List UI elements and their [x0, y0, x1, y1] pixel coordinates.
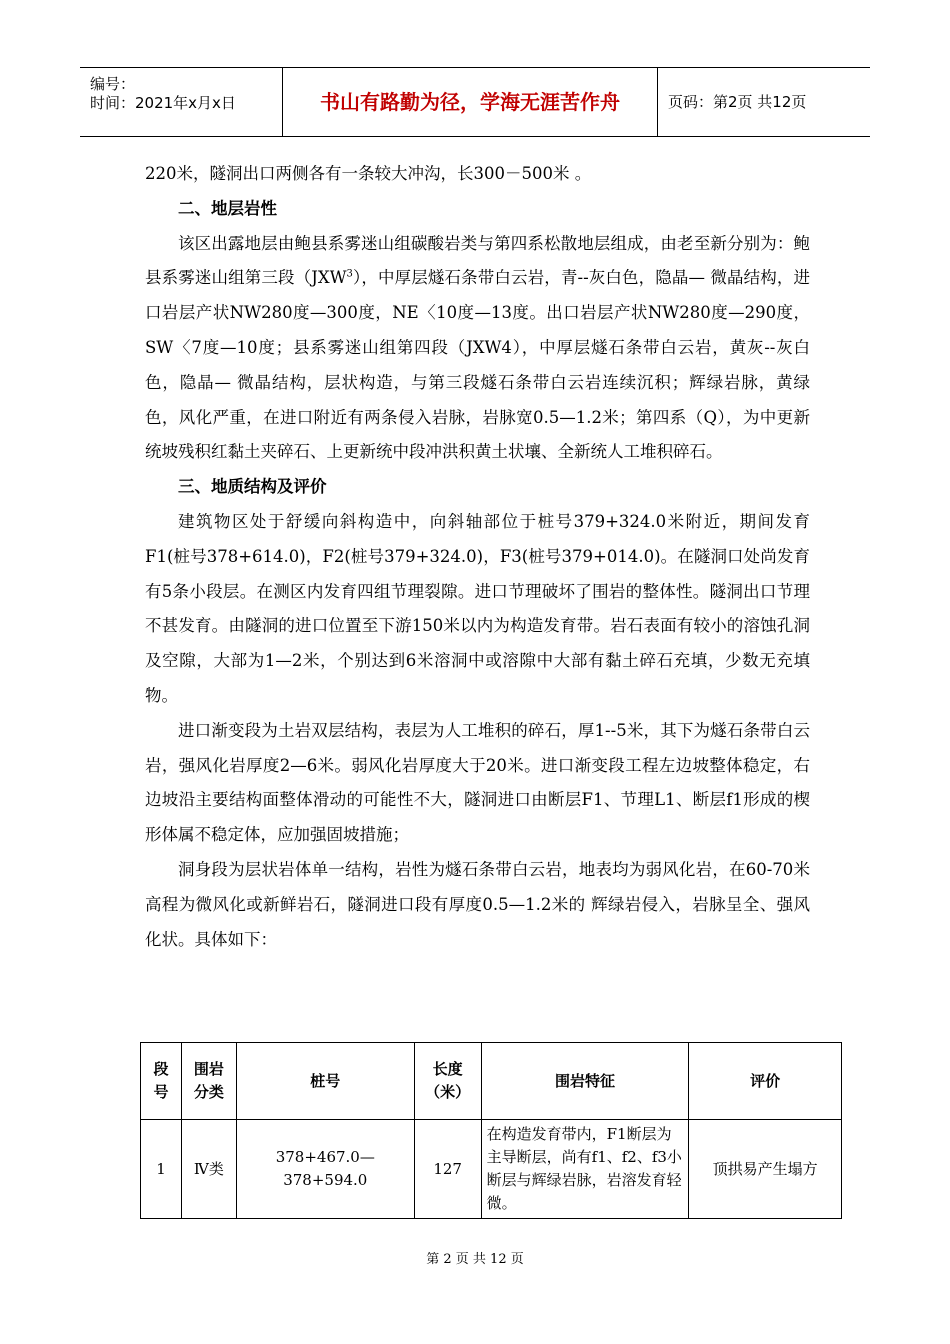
document-body [145, 157, 810, 957]
paragraph-structure: 建筑物区处于舒缓向斜构造中，向斜轴部位于桩号379+324.0米附近，期间发育F1(桩号378+614.0)，F2(桩号379+324.0)，F3(桩号379+014.0)。在隧洞口处尚发育有5条小段层。在测区内发育四组节理裂隙。进口节理破坏了围岩的整体性。隧洞出口节理不甚发育。由隧洞的进口位置至下游150米以内为构造发育带。岩石表面有较小的溶蚀孔洞及空隙，大部为1—2米，个别达到6米溶洞中或溶隙中大部有黏土碎石充填，少数无充填物。 [145, 511, 810, 705]
header-motto: 书山有路勤为径，学海无涯苦作舟 [282, 68, 658, 136]
section-heading-stratigraphy: 二、地层岩性 [178, 198, 277, 218]
cell-segment: 1 [141, 1120, 182, 1219]
header-page-label: 页码：第2页 共12页 [668, 93, 807, 111]
paragraph-inlet: 进口渐变段为土岩双层结构，表层为人工堆积的碎石，厚1--5米，其下为燧石条带白云岩，强风化岩厚度2—6米。弱风化岩厚度大于20米。进口渐变段工程左边坡整体稳定，右边坡沿主要结构面整体滑动的可能性不大，隧洞进口由断层F1、节理L1、断层f1形成的楔形体属不稳定体，应加强固坡措施； [145, 720, 810, 845]
col-header-features: 围岩特征 [481, 1043, 689, 1120]
paragraph-stratigraphy [145, 227, 810, 471]
section-heading-geology: 三、地质结构及评价 [178, 477, 327, 497]
col-header-segment: 段号 [141, 1043, 182, 1120]
header-meta [80, 68, 282, 136]
table-row [141, 1120, 842, 1219]
document-date-label: 时间：2021年x月x日 [90, 94, 236, 112]
superscript-3: 3 [346, 268, 353, 280]
paragraph-continuation: 220米，隧洞出口两侧各有一条较大冲沟，长300－500米 。 [145, 164, 592, 183]
rock-classification-table [140, 1042, 842, 1219]
page-header [80, 67, 870, 137]
table-header-row [141, 1043, 842, 1120]
cell-class: Ⅳ类 [181, 1120, 236, 1219]
col-header-length: 长度（米） [414, 1043, 481, 1120]
col-header-evaluation: 评价 [689, 1043, 842, 1120]
document-number-label: 编号： [90, 75, 136, 93]
paragraph-stratigraphy-part2: ），中厚层燧石条带白云岩，青--灰白色，隐晶— 微晶结构，进口岩层产状NW280度—300度，NE〈10度—13度。出口岩层产状NW280度—290度，SW〈7度—10度；县系雾迷山组第四段（JXW4），中厚层燧石条带白云岩，黄灰--灰白色，隐晶— 微晶结构，层状构造，与第三段燧石条带白云岩连续沉积；辉绿岩脉，黄绿色，风化严重，在进口附近有两条侵入岩脉，岩脉宽0.5—1.2米；第四系（Q），为中更新统坡残积红黏土夹碎石、上更新统中段冲洪积黄土状壤、全新统人工堆积碎石。 [145, 268, 810, 462]
cell-length: 127 [414, 1120, 481, 1219]
cell-features: 在构造发育带内，F1断层为主导断层，尚有f1、f2、f3小断层与辉绿岩脉，岩溶发育轻微。 [481, 1120, 689, 1219]
paragraph-tunnel-body: 洞身段为层状岩体单一结构，岩性为燧石条带白云岩，地表均为弱风化岩，在60-70米高程为微风化或新鲜岩石，隧洞进口段有厚度0.5—1.2米的 辉绿岩侵入，岩脉呈全、强风化状。具体如下： [145, 859, 810, 949]
cell-station: 378+467.0—378+594.0 [236, 1120, 414, 1219]
paragraph-stratigraphy-part1: 该区出露地层由鲍县系雾迷山组碳酸岩类与第四系松散地层组成，由老至新分别为：鲍县系雾迷山组第三段（JXW [145, 233, 810, 288]
cell-evaluation: 顶拱易产生塌方 [689, 1120, 842, 1219]
col-header-class: 围岩分类 [181, 1043, 236, 1120]
page-footer: 第 2 页 共 12 页 [426, 1252, 524, 1267]
col-header-station: 桩号 [236, 1043, 414, 1120]
